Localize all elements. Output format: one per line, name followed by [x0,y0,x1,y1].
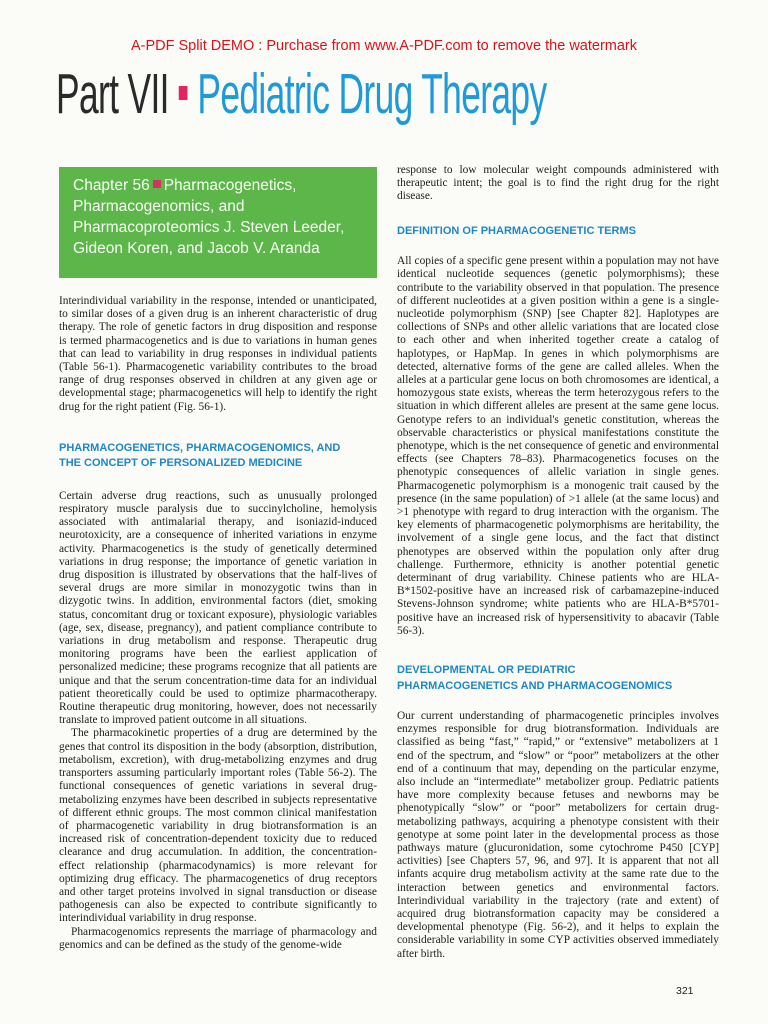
section-heading-line: DEVELOPMENTAL OR PEDIATRIC [397,664,576,676]
page-number: 321 [676,985,694,997]
paragraph-pediatric: Our current understanding of pharmacogenetic principles involves enzymes responsible for drug biotransformation. Individuals are classified as being “fast,” “rapid,” or “extensive” metabolizers at 1 end of the spectrum, and “slow” or “poor” metabolizers at the other end of a continuum that may, depending on the particular enzyme, also include an “intermediate” metabolizer group. Pediatric patients have more complexity because fetuses and newborns may be phenotypically “slow” or “poor” metabolizers for certain drug-metabolizing pathways, acquiring a phenotype consistent with their genotype at some point later in the developmental process as those pathways mature (glucuronidation, some cytochrome P450 [CYP] activities) [see Chapters 57, 96, and 97]. It is apparent that not all infants acquire drug metabolism activity at the same rate due to the interaction between genetics and environmental factors. Interindividual variability in the trajectory (rate and extent) of acquired drug biotransformation capacity may be considered a developmental phenotype (Fig. 56-2), and it helps to explain the considerable variability in some CYP activities observed immediately after birth. [397,710,719,960]
section-heading-definitions: DEFINITION OF PHARMACOGENETIC TERMS [397,224,636,237]
title-separator-square [179,86,188,100]
part-number: Part VII [56,62,169,126]
section-heading-personalized-medicine [59,441,377,472]
chapter-title-line2: Pharmacogenomics, and [73,198,245,215]
watermark-banner: A-PDF Split DEMO : Purchase from www.A-PDF.com to remove the watermark [130,38,637,54]
paragraph-continuation: response to low molecular weight compounds administered with therapeutic intent; the goal is to find the right drug for the right disease. [397,164,719,203]
section-heading-line: THE CONCEPT OF PERSONALIZED MEDICINE [59,457,303,470]
chapter-title-line1: Pharmacogenetics, [163,177,297,194]
chapter-title-line3: Pharmacoproteomics [73,219,220,236]
section-heading-line: PHARMACOGENETICS, PHARMACOGENOMICS, AND [59,441,341,454]
paragraph-adverse-reactions: Certain adverse drug reactions, such as unusually prolonged respiratory muscle paralysis due to succinylcholine, hemolysis associated with antimalarial therapy, and isoniazid-induced neurotoxicity, are a consequence of inherited variations in enzyme activity. Pharmacogenetics is the study of genetically determined variations in drug response; the importance of genetic variation in drug disposition is illustrated by observations that the half-lives of several drugs are more similar in monozygotic twins than in dizygotic twins. In addition, environmental factors (diet, smoking status, concomitant drug or toxicant exposure), physiologic variables (age, sex, disease, pregnancy), and patient compliance contribute to variations in drug metabolism and response. Therapeutic drug monitoring programs have been the earliest application of personalized medicine; these programs recognize that all patients are unique and that the serum concentration-time data for an individual patient theoretically could be used to optimize pharmacotherapy. Routine therapeutic drug monitoring, however, does not necessarily translate to improved patient outcome in all situations. [59,489,377,727]
paragraph-pharmacokinetic: The pharmacokinetic properties of a drug are determined by the genes that control its disposition in the body (absorption, distribution, metabolism, excretion), with drug-metabolizing enzymes and drug transporters assuming particularly important roles (Table 56-2). The functional consequences of genetic variations in several drug-metabolizing enzymes have been described in subjects representative of different ethnic groups. The most common clinical manifestation of pharmacogenetic variability in drug biotransformation is an increased risk of concentration-dependent toxicity due to reduced clearance and drug accumulation. In addition, the concentration-effect relationship (pharmacodynamics) is more relevant for optimizing drug efficacy. The pharmacogenetics of drug receptors and other target proteins involved in signal transduction or disease pathogenesis can also be expected to contribute significantly to interindividual variability in drug response. [59,727,377,925]
chapter-authors-line2: Gideon Koren, and Jacob V. Aranda [73,240,320,257]
part-title [56,62,547,126]
section-heading-line: PHARMACOGENETICS AND PHARMACOGENOMICS [397,679,673,692]
paragraph-pharmacogenomics: Pharmacogenomics represents the marriage of pharmacology and genomics and can be defined as the study of the genome-wide [59,925,377,951]
part-name: Pediatric Drug Therapy [197,62,547,126]
chapter-title-box [59,167,377,278]
chapter-label: Chapter 56 [73,177,150,194]
right-column [397,164,719,961]
chapter-authors-line1: J. Steven Leeder, [223,219,345,236]
section-heading-pediatric [397,663,719,694]
chapter-separator-square [153,180,161,188]
intro-paragraph: Interindividual variability in the response, intended or unanticipated, to similar doses of a given drug is an inherent characteristic of drug therapy. The role of genetic factors in drug disposition and response is termed pharmacogenetics and is due to variations in human genes that can lead to variability in drug responses in individual patients (Table 56-1). Pharmacogenetic variability contributes to the broad range of drug responses observed in children at any given age or developmental stage; pharmacogenetics will help to identify the right drug for the right patient (Fig. 56-1). [59,295,377,413]
left-column [59,295,377,952]
paragraph-definitions: All copies of a specific gene present within a population may not have identical nucleotide sequences (genetic polymorphisms); these contribute to the variability observed in that population. The presence of different nucleotides at a given position within a gene is a single-nucleotide polymorphism (SNP) [see Chapter 82]. Haplotypes are collections of SNPs and other allelic variations that are located close to each other and when inherited together create a catalog of haplotypes, or HapMap. In genes in which polymorphisms are detected, alternative forms of the gene are called alleles. When the alleles at a particular gene locus on both chromosomes are identical, a homozygous state exists, whereas the term heterozygous refers to the situation in which different alleles are present at the same gene locus. Genotype refers to an individual's genetic constitution, whereas the observable characteristics or physical manifestations constitute the phenotype, which is the net consequence of genetic and environmental effects (see Chapters 78–83). Pharmacogenetics focuses on the phenotypic consequences of allelic variation in single genes. Pharmacogenetic polymorphism is a monogenic trait caused by the presence (in the same population) of >1 allele (at the same locus) and >1 phenotype with regard to drug interaction with the organism. The key elements of pharmacogenetic polymorphisms are heritability, the involvement of a single gene locus, and the fact that distinct phenotypes are observed within the population only after drug challenge. Furthermore, ethnicity is another potential genetic determinant of drug variability. Chinese patients who are HLA-B*1502-positive have an increased risk of carbamazepine-induced Stevens-Johnson syndrome; white patients who are HLA-B*5701-positive have an increased risk of hypersensitivity to abacavir (Table 56-3). [397,255,719,637]
